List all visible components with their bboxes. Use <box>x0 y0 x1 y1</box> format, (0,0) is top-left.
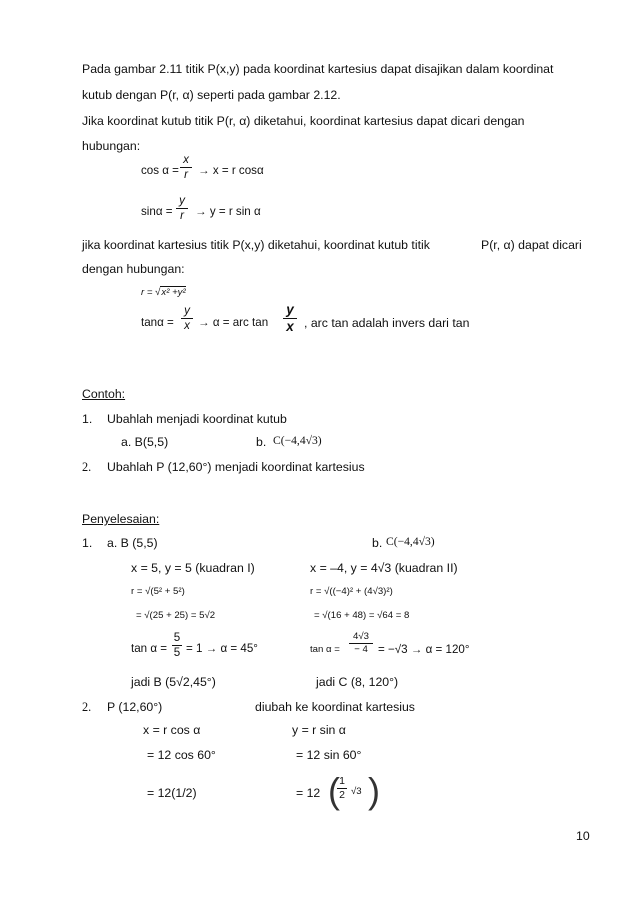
solution-2-y-step2-pre: = 12 <box>296 786 321 800</box>
solution-2-x-step1: = 12 cos 60° <box>147 748 216 762</box>
solution-2-y-fraction <box>337 776 347 801</box>
contoh-item2-text: Ubahlah P (12,60°) menjadi koordinat kartesius <box>107 460 365 474</box>
contoh-item1-b-math: C(−4,4√3) <box>273 434 322 447</box>
solution-b-xy-post: (kuadran II) <box>394 561 458 575</box>
solution-2-point: P (12,60°) <box>107 700 163 714</box>
eq-r <box>141 287 186 298</box>
eq-tan-den-2: x <box>286 319 294 335</box>
right-paren: ) <box>368 770 380 811</box>
radical-sign: √ <box>155 287 161 298</box>
solution-2-desc: diubah ke koordinat kartesius <box>255 700 415 714</box>
eq-sin-lhs: sinα = <box>141 205 173 218</box>
solution-b-xy-pre: x = –4, y = <box>310 561 368 575</box>
solution-a-tan-fraction <box>172 632 182 659</box>
solution-2-y-frac-den: 2 <box>339 789 345 802</box>
solution-a-r-line1: r = √(5² + 5²) <box>131 586 185 597</box>
page-number: 10 <box>576 829 590 843</box>
contoh-item2-number: 2. <box>82 460 92 474</box>
solution-b-xy <box>310 561 458 575</box>
contoh-item1-text: Ubahlah menjadi koordinat kutub <box>107 412 287 426</box>
eq-tan-fraction <box>181 305 193 332</box>
para2-line-2: hubungan: <box>82 139 141 153</box>
para3-line-1b: P(r, α) dapat dicari <box>481 238 582 252</box>
para3-line-2: dengan hubungan: <box>82 262 185 276</box>
eq-cos-den: r <box>184 168 188 182</box>
eq-tan-mid: → α = arc tan <box>198 316 269 329</box>
para3-line-1a: jika koordinat kartesius titik P(x,y) diketahui, koordinat kutub titik <box>82 238 430 252</box>
eq-tan-note: , arc tan adalah invers dari tan <box>304 316 470 330</box>
solution-b-xy-rad: 4√3 <box>370 561 392 575</box>
solution-b-tan-num: 4√3 <box>353 631 369 642</box>
eq-cos-fraction <box>180 154 192 181</box>
solution-a-xy: x = 5, y = 5 (kuadran I) <box>131 561 255 575</box>
contoh-item1-b-label: b. <box>256 435 267 449</box>
eq-cos-rhs: → x = r cosα <box>198 164 264 177</box>
solution-b-tan-rhs: = −√3 → α = 120° <box>378 643 470 656</box>
eq-tan-num-2: y <box>286 302 294 317</box>
solution-a-tan-lhs: tan α = <box>131 642 168 655</box>
solution-b-result: jadi C (8, 120°) <box>316 675 399 689</box>
solution-2-x-step2: = 12(1/2) <box>147 786 197 800</box>
para2-line-1: Jika koordinat kutub titik P(r, α) diketahui, koordinat kartesius dapat dicari dengan <box>82 114 525 128</box>
eq-tan-num: y <box>184 304 190 317</box>
eq-r-radicand: x² +y² <box>161 287 186 298</box>
solution-a-r-line2: = √(25 + 25) = 5√2 <box>136 610 216 621</box>
eq-tan-fraction-2 <box>283 303 297 334</box>
solution-1b-math: C(−4,4√3) <box>386 535 435 548</box>
eq-tan-den: x <box>184 319 190 333</box>
solution-b-r-line2: = √(16 + 48) = √64 = 8 <box>314 610 410 621</box>
solution-2-y-rad: √3 <box>351 786 362 797</box>
solution-1-number: 1. <box>82 536 93 550</box>
solution-2-y-step2 <box>296 786 320 800</box>
eq-cos-lhs: cos α = <box>141 164 179 177</box>
solution-a-tan-den: 5 <box>173 646 181 660</box>
solution-2-y-eq: y = r sin α <box>292 723 346 737</box>
eq-r-lhs: r = <box>141 287 153 298</box>
solution-1b-label: b. <box>372 536 383 550</box>
eq-cos-num: x <box>183 153 189 166</box>
solution-a-tan-rhs: = 1 → α = 45° <box>186 642 258 655</box>
solution-a-tan-num: 5 <box>173 631 181 644</box>
solution-2-number: 2. <box>82 700 92 714</box>
eq-sin-num: y <box>179 194 185 207</box>
solution-1a-label: a. B (5,5) <box>107 536 158 550</box>
solution-2-y-frac-num: 1 <box>339 775 345 787</box>
solution-2-y-step1: = 12 sin 60° <box>296 748 362 762</box>
eq-tan-lhs: tanα = <box>141 316 174 329</box>
left-paren: ( <box>328 770 340 811</box>
contoh-item1-number: 1. <box>82 412 93 426</box>
solution-b-tan-lhs: tan α = <box>310 644 340 655</box>
contoh-title: Contoh: <box>82 387 126 401</box>
solution-2-x-eq: x = r cos α <box>143 723 201 737</box>
solution-b-tan-den: − 4 <box>354 644 368 656</box>
contoh-item1-a: a. B(5,5) <box>121 435 169 449</box>
solution-a-result: jadi B (5√2,45°) <box>131 675 216 689</box>
intro-line-1: Pada gambar 2.11 titik P(x,y) pada koordinat kartesius dapat disajikan dalam koordinat <box>82 62 554 76</box>
eq-sin-den: r <box>180 209 184 223</box>
eq-sin-fraction <box>176 195 188 222</box>
penyelesaian-title: Penyelesaian: <box>82 512 160 526</box>
intro-line-2: kutub dengan P(r, α) seperti pada gambar 2.12. <box>82 88 341 102</box>
eq-sin-rhs: → y = r sin α <box>195 205 261 218</box>
solution-b-r-line1: r = √((−4)² + (4√3)²) <box>310 586 393 597</box>
solution-b-tan-fraction <box>349 632 373 655</box>
